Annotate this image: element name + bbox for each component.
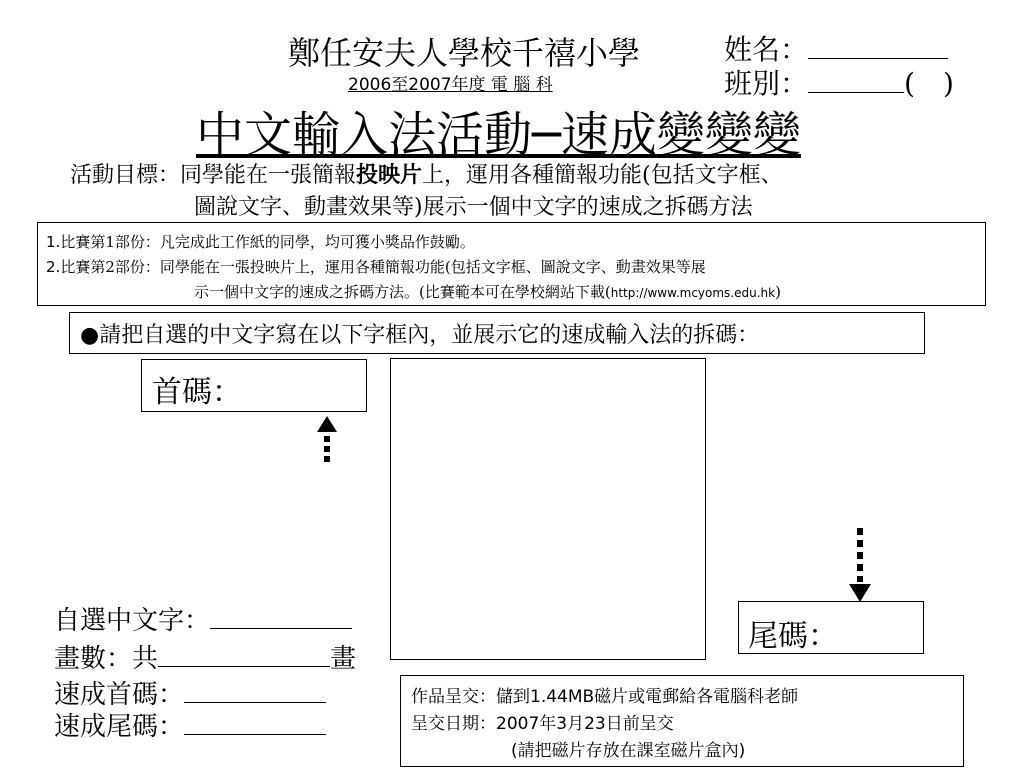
year-suffix: 年度 電 腦 科 [451, 75, 553, 95]
year-to: 至 [391, 75, 409, 95]
school-name: 鄭任安夫人學校千禧小學 [288, 34, 641, 72]
title-main: 中文輸入法活動─速成 [196, 107, 657, 163]
objective-text-c: 上，運用各種簡報功能(包括文字框、 [422, 163, 783, 188]
class-number-paren: ( ) [904, 67, 954, 100]
school-website-url[interactable]: http://www.mcyoms.edu.hk [610, 286, 776, 300]
title-emphasis: 變變變 [656, 107, 801, 163]
name-label: 姓名： [724, 33, 809, 66]
rule-2 [46, 256, 706, 277]
rule-1 [46, 231, 475, 252]
objective-line1 [70, 158, 783, 189]
objective-line2: 圖說文字、動畫效果等)展示一個中文字的速成之拆碼方法 [194, 195, 753, 220]
academic-year [348, 70, 553, 95]
rule-2-text: 同學能在一張投映片上，運用各種簡報功能(包括文字框、圖說文字、動畫效果等展 [159, 258, 706, 276]
down-arrow-icon [846, 528, 874, 604]
chosen-character-label: 自選中文字： [54, 606, 211, 636]
chosen-character-field [54, 600, 352, 637]
last-code-form-label: 速成尾碼： [54, 712, 185, 742]
up-arrow-icon [312, 414, 342, 468]
rule-1-label: 比賽第1部份： [60, 233, 160, 251]
stroke-count-prefix: 畫數：共 [54, 644, 159, 674]
first-code-form-label: 速成首碼： [54, 680, 185, 710]
page-title [196, 96, 801, 165]
class-label: 班別： [724, 67, 809, 100]
character-box[interactable] [390, 358, 706, 660]
first-code-label: 首碼： [152, 375, 242, 410]
rule-1-number: 1. [46, 233, 61, 251]
first-code-blank[interactable] [184, 679, 326, 703]
stroke-count-field [54, 638, 356, 675]
chosen-character-blank[interactable] [210, 605, 352, 629]
objective-label: 活動目標： [70, 163, 181, 188]
year-end: 2007 [408, 75, 452, 95]
objective-text-a: 同學能在一張簡報 [180, 163, 357, 188]
last-code-field [54, 706, 326, 743]
class-blank[interactable] [808, 67, 904, 93]
objective-text-bold: 投映片 [356, 162, 423, 188]
last-code-label: 尾碼： [748, 619, 838, 654]
instruction-text: ●請把自選的中文字寫在以下字框內，並展示它的速成輸入法的拆碼： [80, 323, 760, 348]
rule-2-number: 2. [46, 258, 61, 276]
submission-line-1: 作品呈交：儲到1.44MB磁片或電郵給各電腦科老師 [411, 687, 799, 707]
stroke-count-blank[interactable] [158, 643, 330, 667]
rule-2-text-cont: 示一個中文字的速成之拆碼方法。(比賽範本可在學校網站下載( [194, 283, 611, 301]
submission-line-2: 呈交日期：2007年3月23日前呈交 [411, 714, 674, 734]
last-code-blank[interactable] [184, 711, 326, 735]
year-start: 2006 [348, 75, 392, 95]
rule-2-label: 比賽第2部份： [60, 258, 160, 276]
rule-2-close: ) [775, 283, 781, 301]
rule-2-continued [194, 281, 781, 302]
stroke-count-suffix: 畫 [330, 644, 357, 674]
name-blank[interactable] [808, 33, 948, 59]
submission-line-3: (請把磁片存放在課室磁片盒內) [511, 741, 746, 761]
rule-1-text: 凡完成此工作紙的同學，均可獲小獎品作鼓勵。 [159, 233, 475, 251]
